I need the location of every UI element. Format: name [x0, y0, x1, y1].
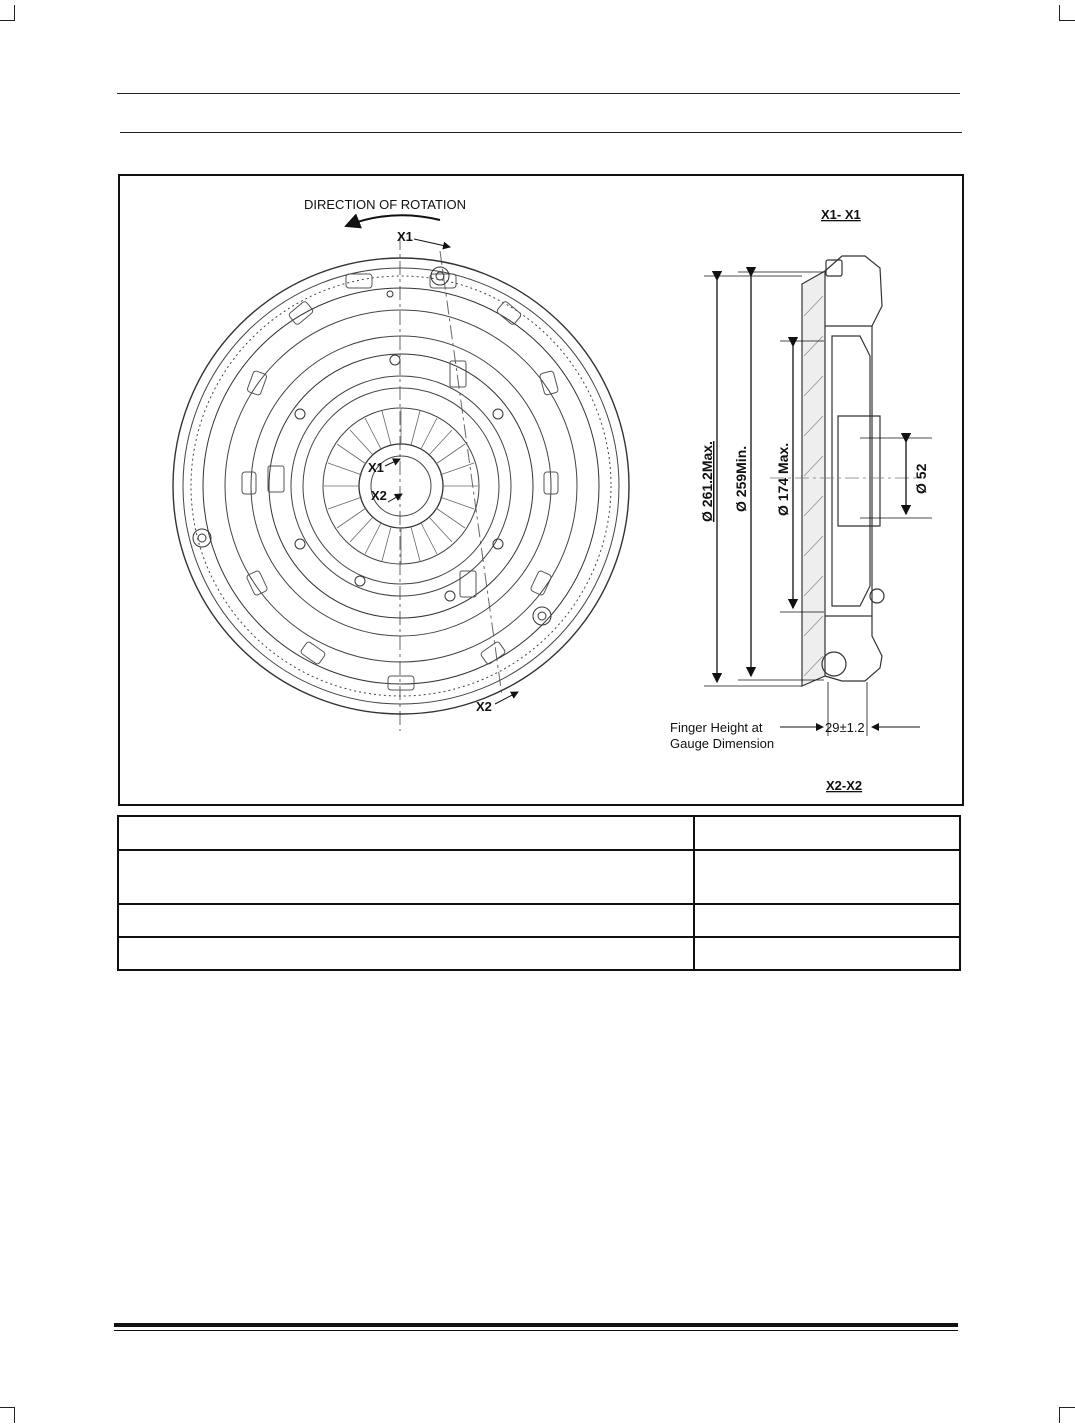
section-label-x1-center: X1 — [368, 460, 384, 475]
dimension-outer-max: Ø 261.2Max. — [699, 441, 715, 522]
crop-mark-bottom-right — [1059, 1407, 1075, 1423]
finger-height-note-line2: Gauge Dimension — [670, 736, 775, 751]
spec-table — [117, 815, 961, 971]
crop-mark-top-left — [0, 5, 15, 21]
table-cell — [694, 816, 960, 850]
table-cell — [118, 850, 694, 904]
crop-mark-bottom-left — [0, 1407, 15, 1423]
clutch-drawing — [120, 176, 962, 804]
crop-mark-top-right — [1059, 5, 1075, 21]
rotation-label: DIRECTION OF ROTATION — [304, 197, 467, 212]
dimension-outer-min: Ø 259Min. — [733, 445, 749, 512]
section-label-x2-center: X2 — [371, 488, 387, 503]
section-label-x1-top: X1 — [397, 229, 413, 244]
table-row — [118, 904, 960, 937]
clutch-drawing-figure — [118, 174, 964, 806]
table-row — [118, 816, 960, 850]
table-row — [118, 850, 960, 904]
table-cell — [694, 904, 960, 937]
table-row — [118, 937, 960, 970]
table-cell — [118, 904, 694, 937]
footer-rule-thick — [114, 1323, 958, 1327]
section-x1-title: X1- X1 — [821, 207, 861, 222]
header-rule-top — [117, 93, 960, 94]
table-cell — [118, 937, 694, 970]
clutch-front-view — [173, 236, 629, 731]
footer-rule-thin — [114, 1330, 958, 1331]
section-label-x2-bottom: X2 — [476, 699, 492, 714]
table-cell — [694, 850, 960, 904]
header-rule-bottom — [120, 132, 962, 133]
dimension-hub: Ø 52 — [913, 463, 929, 494]
table-cell — [118, 816, 694, 850]
dimension-finger-height: 29±1.2 — [825, 720, 865, 735]
section-x2-title: X2-X2 — [826, 778, 863, 793]
rotation-arrow — [346, 215, 440, 226]
dimension-inner-max: Ø 174 Max. — [775, 442, 791, 516]
table-cell — [694, 937, 960, 970]
finger-height-note-line1: Finger Height at — [670, 720, 763, 735]
